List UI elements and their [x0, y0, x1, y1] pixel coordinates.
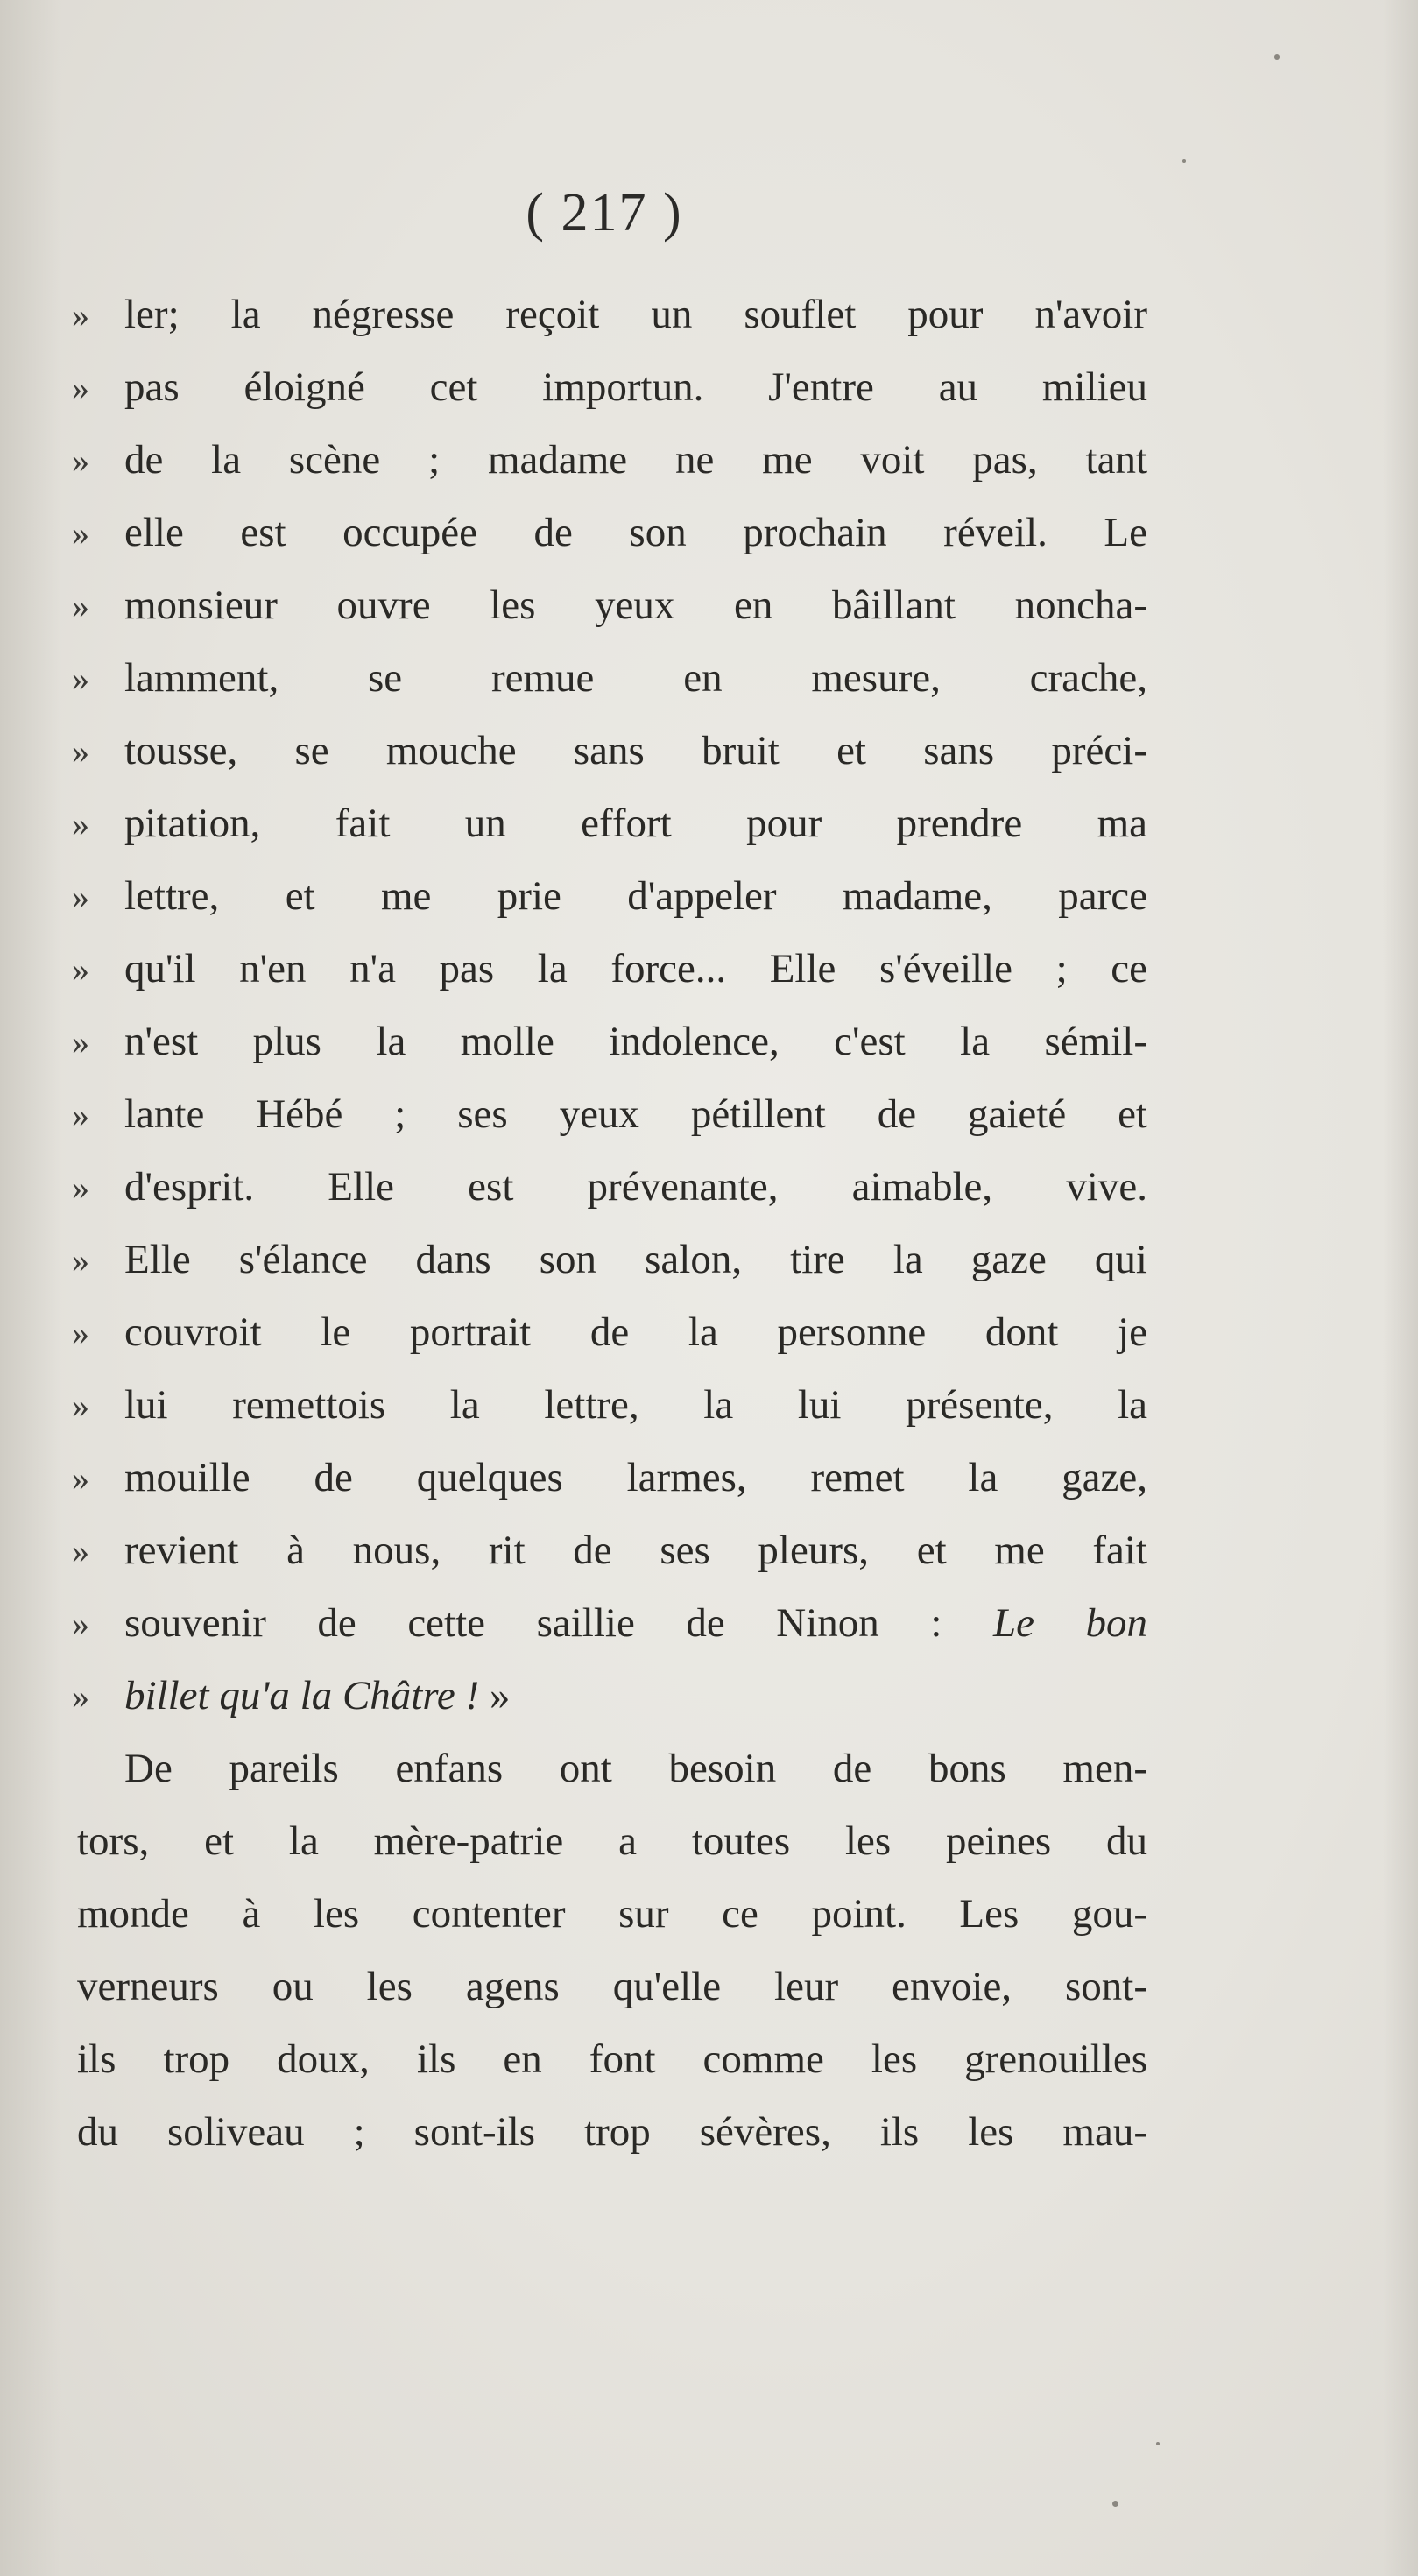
quote-mark: »	[72, 368, 89, 407]
quote-mark: »	[72, 1676, 89, 1716]
text-line	[53, 1078, 1147, 1151]
line-text: n'est plus la molle indolence, c'est la sémil-	[124, 1019, 1147, 1064]
italic-quote-text: Le bon	[992, 1600, 1148, 1646]
italic-quote-text: billet qu'a la Châtre !	[124, 1673, 480, 1719]
quote-mark: »	[72, 513, 89, 553]
line-text: ils trop doux, ils en font comme les grenouilles	[77, 2036, 1147, 2082]
quote-mark: »	[72, 586, 89, 625]
quote-mark: »	[72, 659, 89, 698]
text-line	[53, 569, 1147, 642]
text-line	[53, 642, 1147, 715]
text-line	[53, 1587, 1147, 1660]
text-line	[53, 351, 1147, 424]
line-text: monsieur ouvre les yeux en bâillant noncha-	[124, 582, 1147, 628]
text-line	[53, 860, 1147, 933]
quote-mark: »	[72, 1240, 89, 1280]
paragraph-line	[53, 2023, 1147, 2096]
quote-mark: »	[72, 731, 89, 771]
paragraph-line	[53, 1951, 1147, 2023]
line-text: tousse, se mouche sans bruit et sans préci-	[124, 728, 1147, 773]
paragraph-line	[53, 1733, 1147, 1805]
line-text: lamment, se remue en mesure, crache,	[124, 655, 1147, 701]
line-text: mouille de quelques larmes, remet la gaze,	[124, 1455, 1147, 1500]
text-line	[53, 1369, 1147, 1442]
line-text: qu'il n'en n'a pas la force... Elle s'éveille ; ce	[124, 946, 1147, 992]
text-line	[53, 1296, 1147, 1369]
text-line	[53, 787, 1147, 860]
line-text: elle est occupée de son prochain réveil. Le	[124, 510, 1147, 555]
paper-speck	[1112, 2501, 1118, 2507]
paper-speck	[1274, 54, 1280, 60]
page-text	[53, 279, 1147, 2169]
line-text: de la scène ; madame ne me voit pas, tant	[124, 437, 1147, 483]
text-line	[53, 497, 1147, 569]
line-text: d'esprit. Elle est prévenante, aimable, vive.	[124, 1164, 1147, 1210]
text-line	[53, 933, 1147, 1006]
text-line	[53, 1514, 1147, 1587]
text-line	[53, 279, 1147, 351]
quote-mark: »	[72, 1022, 89, 1062]
text-line	[53, 1151, 1147, 1224]
line-text: monde à les contenter sur ce point. Les gou-	[77, 1891, 1147, 1937]
line-text: Elle s'élance dans son salon, tire la gaze qui	[124, 1237, 1147, 1282]
quote-mark: »	[72, 441, 89, 480]
quote-mark: »	[72, 295, 89, 335]
line-text: lettre, et me prie d'appeler madame, parce	[124, 873, 1147, 919]
closing-quote: »	[479, 1673, 511, 1719]
quote-mark: »	[72, 1095, 89, 1134]
line-text: tors, et la mère-patrie a toutes les peines du	[77, 1818, 1147, 1864]
line-text: ler; la négresse reçoit un souflet pour n'avoir	[124, 292, 1147, 337]
paper-speck	[1156, 2442, 1160, 2445]
quote-mark: »	[72, 1168, 89, 1207]
quote-mark: »	[72, 1458, 89, 1498]
line-text: verneurs ou les agens qu'elle leur envoie, sont-	[77, 1964, 1147, 2009]
quote-mark: »	[72, 1386, 89, 1425]
line-text: pas éloigné cet importun. J'entre au milieu	[124, 364, 1147, 410]
quote-mark: »	[72, 1313, 89, 1352]
quote-mark: »	[72, 1604, 89, 1643]
line-text: lante Hébé ; ses yeux pétillent de gaieté et	[124, 1091, 1147, 1137]
paper-speck	[1182, 159, 1186, 163]
line-text: du soliveau ; sont-ils trop sévères, ils les mau-	[77, 2109, 1147, 2155]
paragraph-line	[53, 1878, 1147, 1951]
line-text: couvroit le portrait de la personne dont je	[124, 1309, 1147, 1355]
page-number: ( 217 )	[526, 183, 683, 243]
paragraph-line	[53, 2096, 1147, 2169]
text-line	[53, 715, 1147, 787]
paragraph-line	[53, 1805, 1147, 1878]
text-line	[53, 1660, 1147, 1733]
line-text: lui remettois la lettre, la lui présente, la	[124, 1382, 1147, 1428]
quote-mark: »	[72, 804, 89, 843]
text-line	[53, 1224, 1147, 1296]
text-line	[53, 1006, 1147, 1078]
quote-mark: »	[72, 1531, 89, 1570]
text-line	[53, 1442, 1147, 1514]
line-text: pitation, fait un effort pour prendre ma	[124, 801, 1147, 846]
line-text: revient à nous, rit de ses pleurs, et me fait	[124, 1528, 1147, 1573]
quote-mark: »	[72, 877, 89, 916]
line-text: De pareils enfans ont besoin de bons men-	[124, 1746, 1147, 1791]
quote-mark: »	[72, 949, 89, 989]
line-text: souvenir de cette saillie de Ninon :	[124, 1600, 993, 1646]
text-line	[53, 424, 1147, 497]
